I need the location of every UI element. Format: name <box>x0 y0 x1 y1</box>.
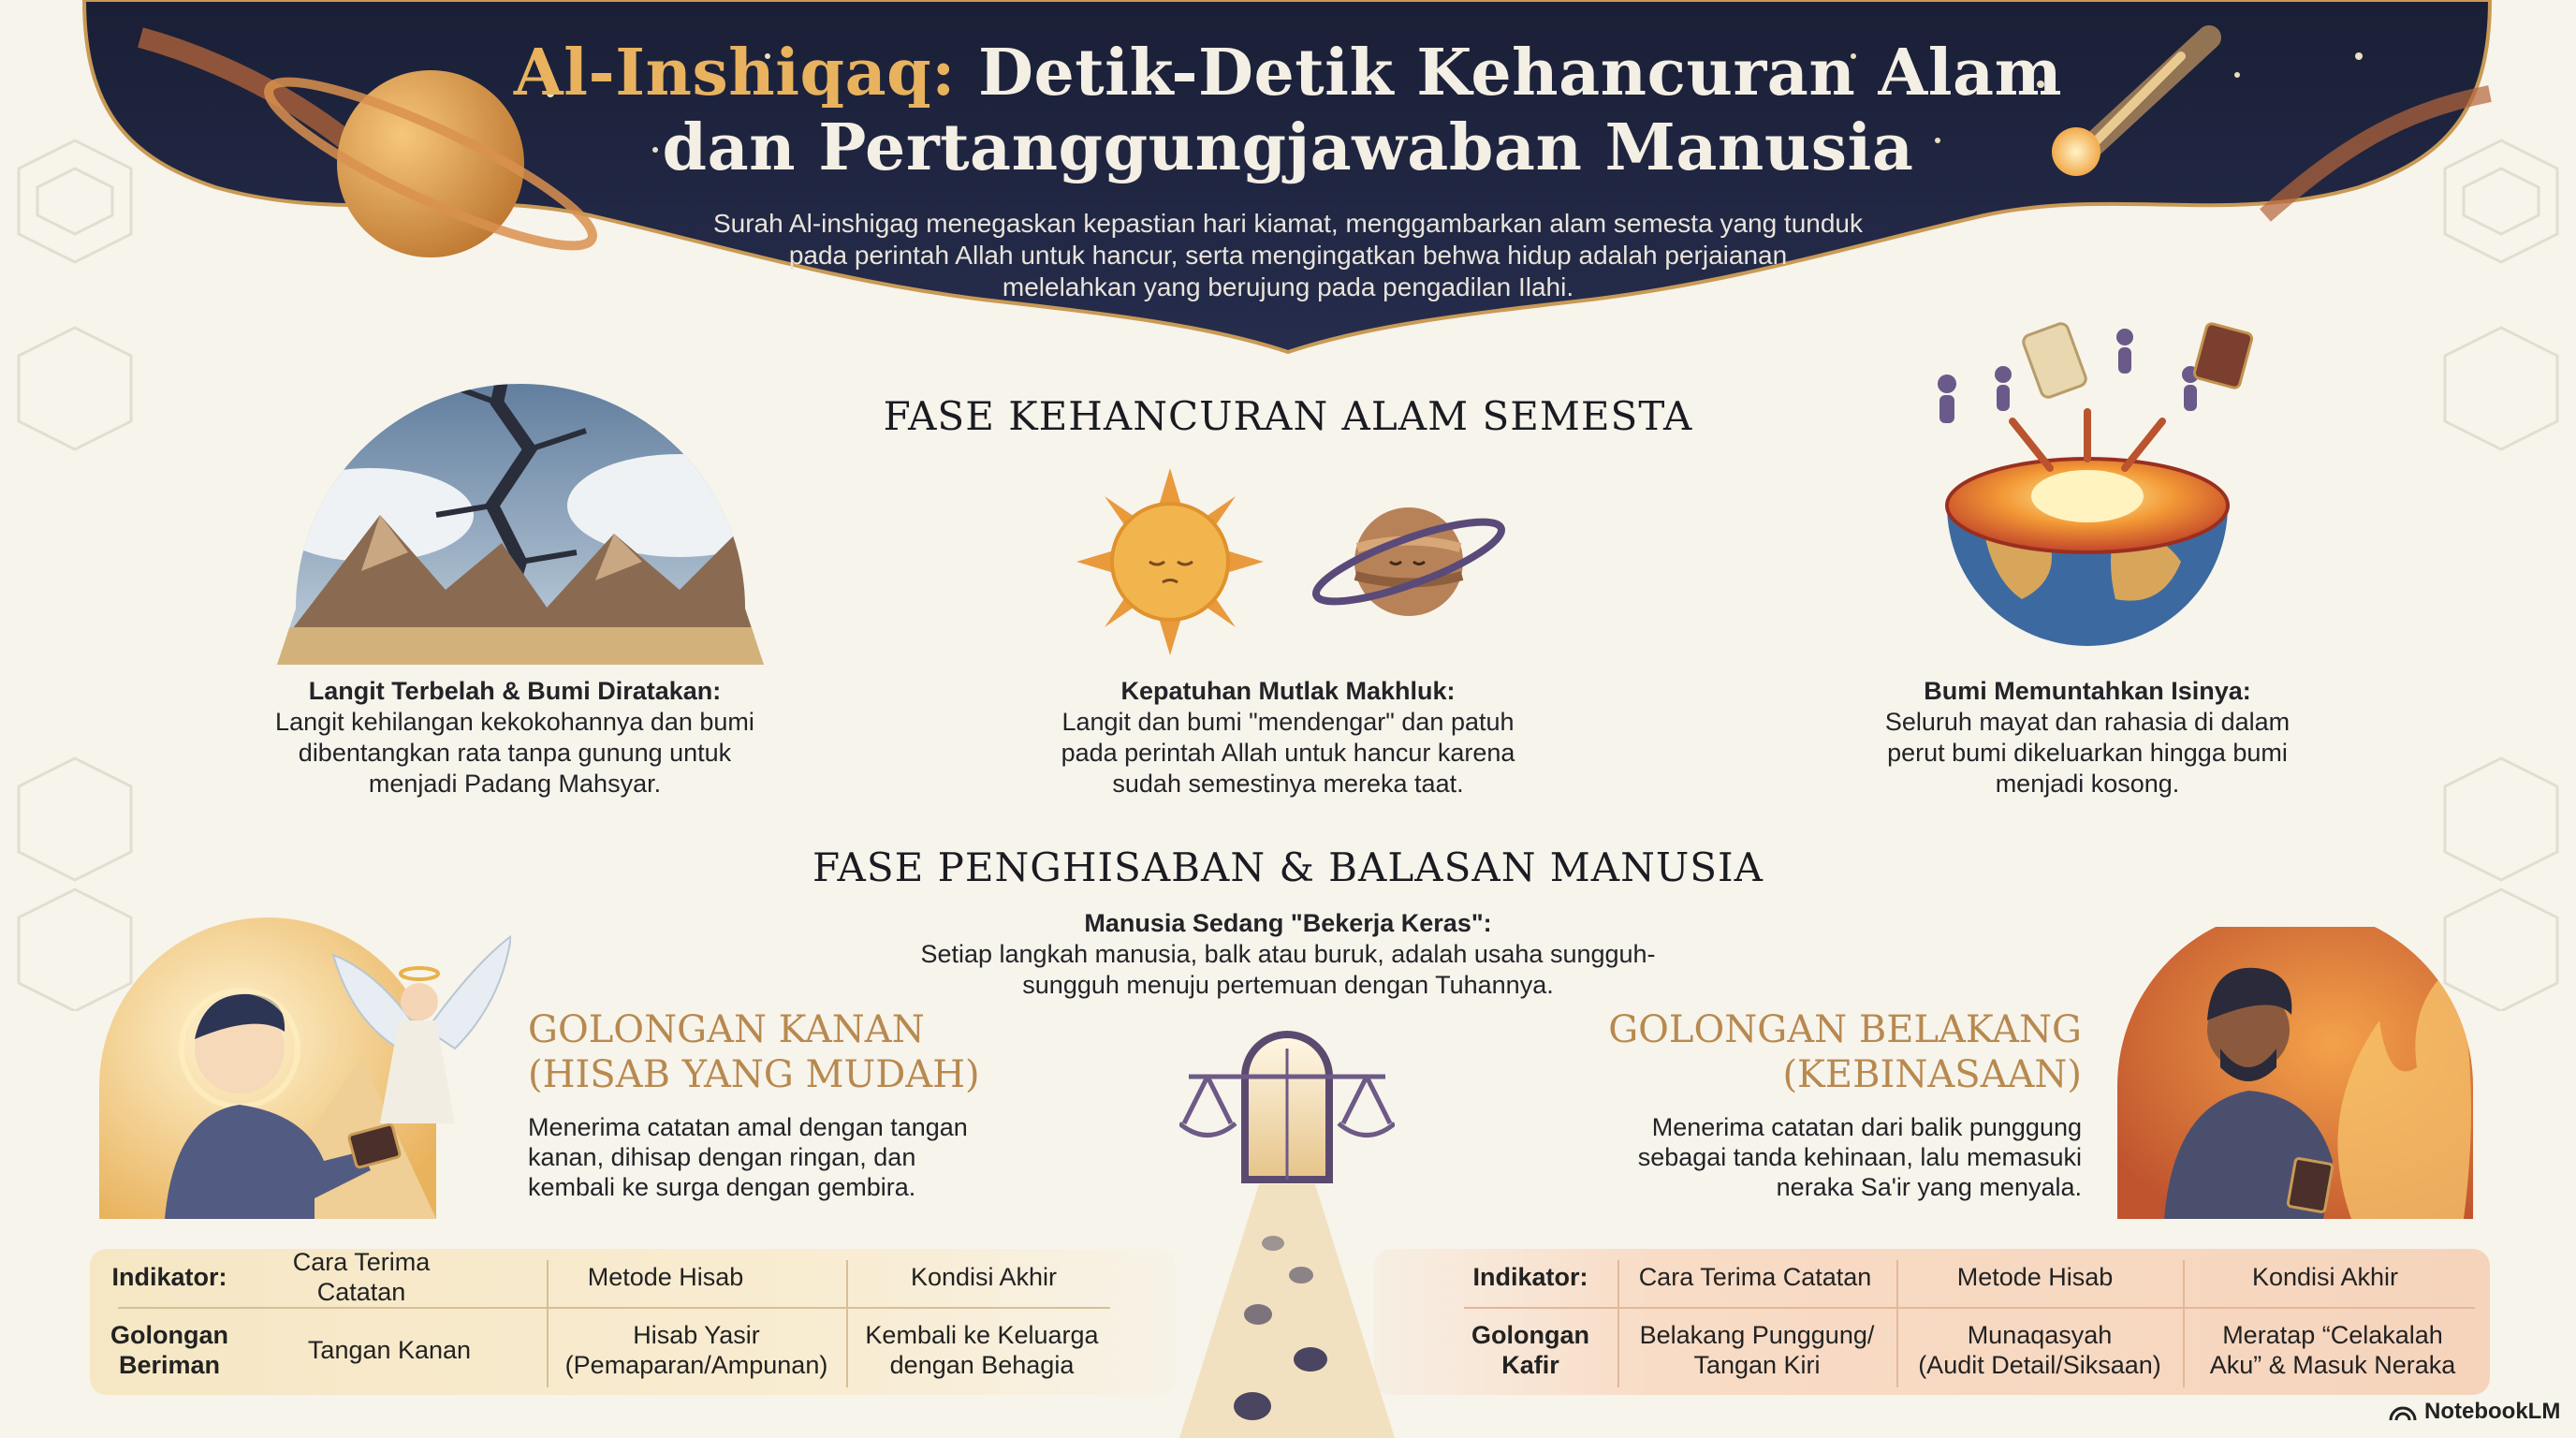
caption-bekerja-keras <box>820 908 1756 1001</box>
row-label-line: Golongan <box>1471 1321 1589 1349</box>
caption-line: Langit kehilangan kekokohannya dan bumi <box>275 708 754 736</box>
golongan-kanan-description <box>528 1112 1015 1202</box>
ornament-right-icon <box>2436 112 2576 506</box>
notebooklm-logo-icon <box>2389 1401 2417 1422</box>
group-title-line: GOLONGAN KANAN <box>528 1008 925 1051</box>
phase-1-heading: FASE KEHANCURAN ALAM SEMESTA <box>883 393 1693 439</box>
title-accent: Al-Inshiqaq: <box>513 36 956 110</box>
logo-text: NotebookLM <box>2424 1399 2561 1424</box>
caption-langit-terbelah <box>215 676 814 800</box>
desc-line: neraka Sa'ir yang menyala. <box>1776 1173 2082 1201</box>
cell-line: Tangan Kiri <box>1693 1351 1821 1379</box>
cell-line: Hisab Yasir <box>633 1321 760 1349</box>
subtitle-line: pada perintah Allah untuk hancur, serta mengingatkan behwa hidup adalah perjaianan <box>788 241 1788 270</box>
cell-line: dengan Behagia <box>889 1351 1075 1379</box>
cell-line: Munaqasyah <box>1967 1321 2113 1349</box>
cell-line: Meratap “Celakalah <box>2222 1321 2443 1349</box>
table-header: Metode Hisab <box>1956 1263 2114 1291</box>
caption-title: Kepatuhan Mutlak Makhluk: <box>1120 677 1456 705</box>
table-row-label <box>90 1311 249 1389</box>
caption-line: menjadi kosong. <box>1995 770 2180 798</box>
sun-icon <box>1076 468 1264 655</box>
caption-line: dibentangkan rata tanpa gunung untuk <box>298 739 732 767</box>
table-header: Cara Terima Catatan <box>292 1248 431 1306</box>
caption-line: Langit dan bumi "mendengar" dan patuh <box>1061 708 1515 736</box>
golongan-belakang-description <box>1544 1112 2082 1202</box>
phase-2-heading: FASE PENGHISABAN & BALASAN MANUSIA <box>812 844 1764 890</box>
caption-line: sudah semestinya mereka taat. <box>1112 770 1464 798</box>
desc-line: Menerima catatan amal dengan tangan <box>528 1113 968 1141</box>
table-header: Kondisi Akhir <box>910 1263 1058 1291</box>
subtitle-line: Surah Al-inshigag menegaskan kepastian hari kiamat, menggambarkan alam semesta yang tunduk <box>712 209 1864 238</box>
title-rest: Detik-Detik Kehancuran Alam <box>977 36 2063 110</box>
planet-icon <box>1309 507 1509 617</box>
table-header: Kondisi Akhir <box>2251 1263 2399 1291</box>
row-label-line: Kafir <box>1501 1351 1559 1379</box>
group-title-line: GOLONGAN BELAKANG <box>1608 1008 2082 1051</box>
caption-title: Manusia Sedang "Bekerja Keras": <box>1084 909 1492 937</box>
angel-believer-illustration <box>99 917 511 1219</box>
caption-kepatuhan-mutlak <box>988 676 1588 800</box>
title-line-2: dan Pertanggungjawaban Manusia <box>662 110 1914 185</box>
caption-line: pada perintah Allah untuk hancur karena <box>1061 739 1515 767</box>
table-cell <box>2185 1311 2481 1389</box>
caption-title: Bumi Memuntahkan Isinya: <box>1924 677 2251 705</box>
table-cell: Tangan Kanan <box>307 1336 472 1364</box>
erupting-earth-illustration <box>1910 318 2265 665</box>
scale-path-illustration <box>1179 1020 1395 1438</box>
caption-line: perut bumi dikeluarkan hingga bumi <box>1887 739 2288 767</box>
cell-line: (Pemaparan/Ampunan) <box>564 1351 828 1379</box>
table-indicator-label: Indikator: <box>111 1263 227 1291</box>
cell-line: Kembali ke Keluarga <box>865 1321 1099 1349</box>
table-header: Metode Hisab <box>587 1263 744 1291</box>
table-golongan-kafir <box>1374 1249 2490 1395</box>
caption-line: sungguh menuju pertemuan dengan Tuhannya. <box>1022 971 1554 999</box>
table-golongan-beriman <box>90 1249 1176 1395</box>
cell-line: Aku” & Masuk Neraka <box>2209 1351 2456 1379</box>
table-cell <box>846 1311 1118 1389</box>
cracked-sky-mountains-illustration <box>258 328 783 665</box>
cell-line: (Audit Detail/Siksaan) <box>1918 1351 2161 1379</box>
table-cell <box>1619 1311 1895 1389</box>
cell-line: Belakang Punggung/ <box>1639 1321 1875 1349</box>
caption-line: Setiap langkah manusia, balk atau buruk, adalah usaha sungguh- <box>920 940 1656 968</box>
table-indicator-label: Indikator: <box>1472 1263 1588 1291</box>
ornament-left-icon <box>0 112 140 506</box>
sun-planet-illustration <box>1076 468 1516 655</box>
table-cell <box>547 1311 846 1389</box>
row-label-line: Golongan <box>110 1321 228 1349</box>
page-title <box>352 36 2224 185</box>
group-title-line: (HISAB YANG MUDAH) <box>528 1053 980 1096</box>
row-label-line: Beriman <box>118 1351 221 1379</box>
caption-bumi-memuntahkan <box>1788 676 2387 800</box>
table-cell <box>1896 1311 2183 1389</box>
caption-line: menjadi Padang Mahsyar. <box>368 770 662 798</box>
table-row-label <box>1451 1311 1610 1389</box>
page-subtitle <box>618 208 1958 303</box>
desc-line: kembali ke surga dengan gembira. <box>528 1173 916 1201</box>
caption-title: Langit Terbelah & Bumi Diratakan: <box>308 677 722 705</box>
golongan-belakang-title <box>1460 1007 2082 1097</box>
subtitle-line: melelahkan yang berujung pada pengadilan Ilahi. <box>1002 272 1574 301</box>
desc-line: Menerima catatan dari balik punggung <box>1651 1113 2082 1141</box>
golongan-kanan-title <box>528 1007 1127 1097</box>
table-header: Cara Terima Catatan <box>1638 1263 1872 1291</box>
desc-line: kanan, dihisap dengan ringan, dan <box>528 1143 916 1171</box>
notebooklm-logo <box>2389 1399 2560 1425</box>
group-title-line: (KEBINASAAN) <box>1782 1053 2082 1096</box>
desc-line: sebagai tanda kehinaan, lalu memasuki <box>1637 1143 2082 1171</box>
caption-line: Seluruh mayat dan rahasia di dalam <box>1884 708 2291 736</box>
sorrowful-man-fire-illustration <box>2108 927 2482 1219</box>
